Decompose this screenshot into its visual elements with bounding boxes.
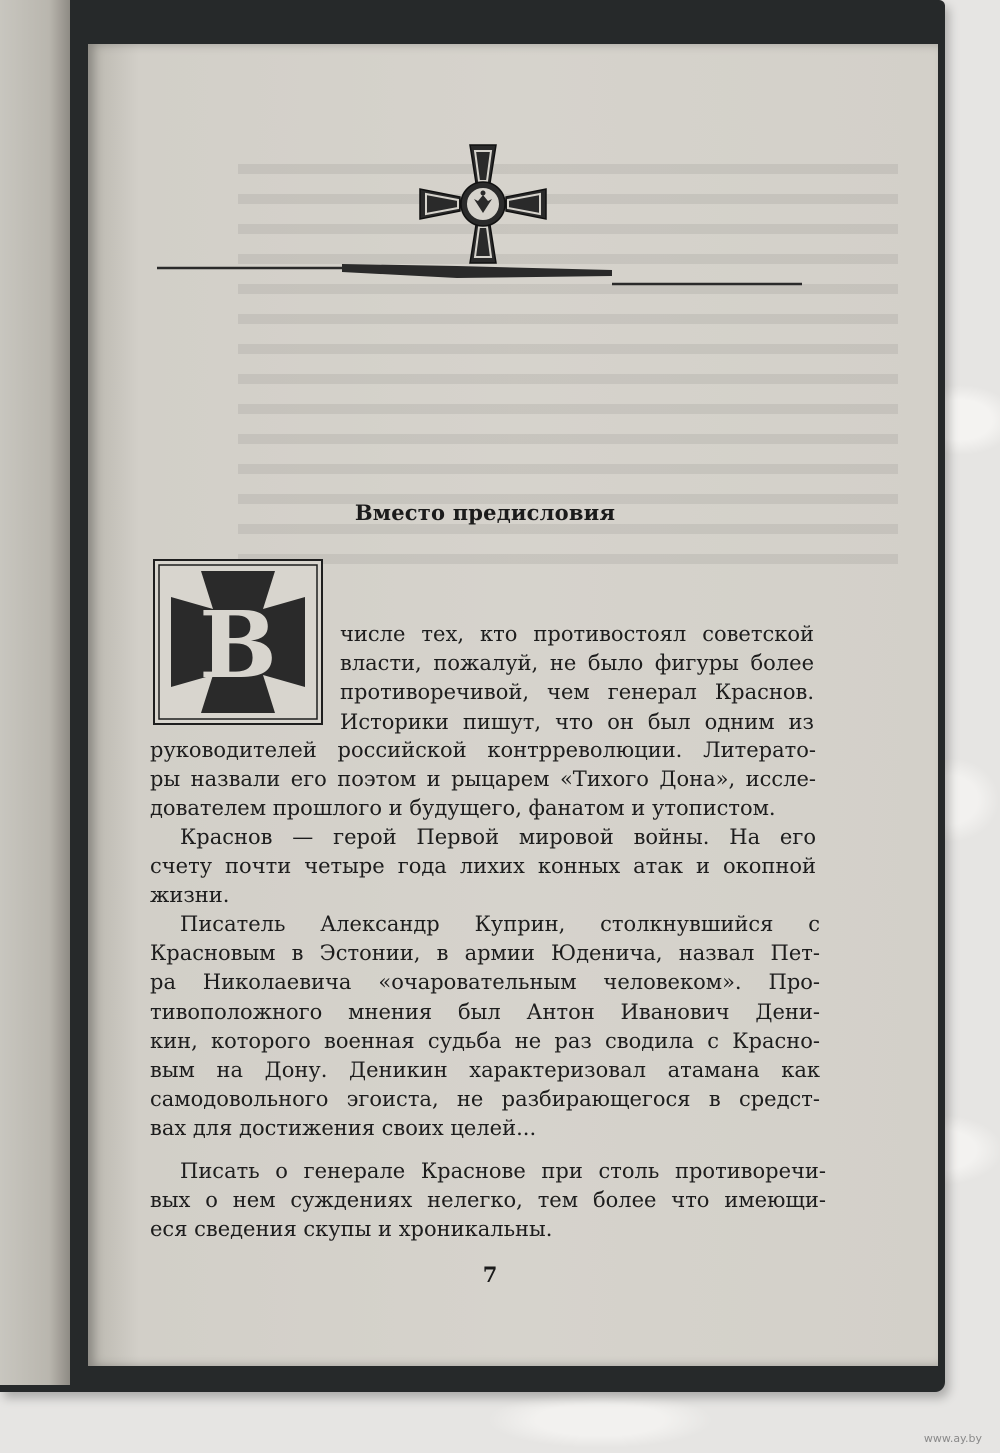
- text-line: жизни.: [150, 883, 230, 908]
- left-page-edge: [0, 0, 70, 1385]
- paragraph-2: [150, 823, 816, 911]
- dropcap-letter: В: [199, 591, 277, 699]
- text-line: еся сведения скупы и хроникальны.: [150, 1217, 553, 1242]
- paragraph-4: [150, 1157, 826, 1245]
- watermark: www.ay.by: [923, 1432, 982, 1445]
- dropcap-cross-frame: [153, 559, 323, 725]
- text-line: Краснов — герой Первой мировой войны. На его: [180, 825, 816, 849]
- section-heading: Вместо предисловия: [354, 500, 616, 525]
- text-line: счету почти четыре года лихих конных атак и окопной: [150, 854, 816, 879]
- text-line: ра Николаевича «очаровательным человеком». Про-: [150, 970, 820, 995]
- text-line: Красновым в Эстонии, в армии Юденича, назвал Пет-: [150, 941, 820, 966]
- text-line: вах для достижения своих целей...: [150, 1116, 537, 1141]
- text-line: Писатель Александр Куприн, столкнувшийся с: [180, 912, 820, 936]
- dropcap: [153, 559, 323, 725]
- text-line: руководителей российской контрреволюции. Литерато-: [150, 738, 816, 762]
- text-line: дователем прошлого и будущего, фанатом и утопистом.: [150, 796, 776, 821]
- text-line: вых о нем суждениях нелегко, тем более что имеющи-: [150, 1188, 826, 1213]
- text-line: вым на Дону. Деникин характеризовал атамана как: [150, 1058, 820, 1083]
- text-line: числе тех, кто противостоял советской: [340, 622, 814, 646]
- text-line: Историки пишут, что он был одним из: [340, 709, 814, 734]
- text-line: ры назвали его поэтом и рыцарем «Тихого Дона», иссле-: [150, 767, 816, 792]
- text-line: кин, которого военная судьба не раз сводила с Красно-: [150, 1028, 820, 1053]
- text-line: противоречивой, чем генерал Краснов.: [340, 680, 814, 705]
- text-line: самодовольного эгоиста, не разбирающегося в средст-: [150, 1087, 820, 1112]
- text-line: власти, пожалуй, не было фигуры более: [340, 651, 814, 676]
- paragraph-3: [150, 910, 820, 1144]
- text-line: Писать о генерале Краснове при столь противоречи-: [180, 1159, 826, 1183]
- page-number: 7: [482, 1262, 498, 1287]
- decorative-rule: [157, 262, 802, 290]
- cross-emblem-icon: [418, 143, 548, 265]
- paragraph-1-narrow: [340, 620, 814, 737]
- paragraph-1-wide: [150, 736, 816, 824]
- text-line: тивоположного мнения был Антон Иванович Дени-: [150, 999, 820, 1024]
